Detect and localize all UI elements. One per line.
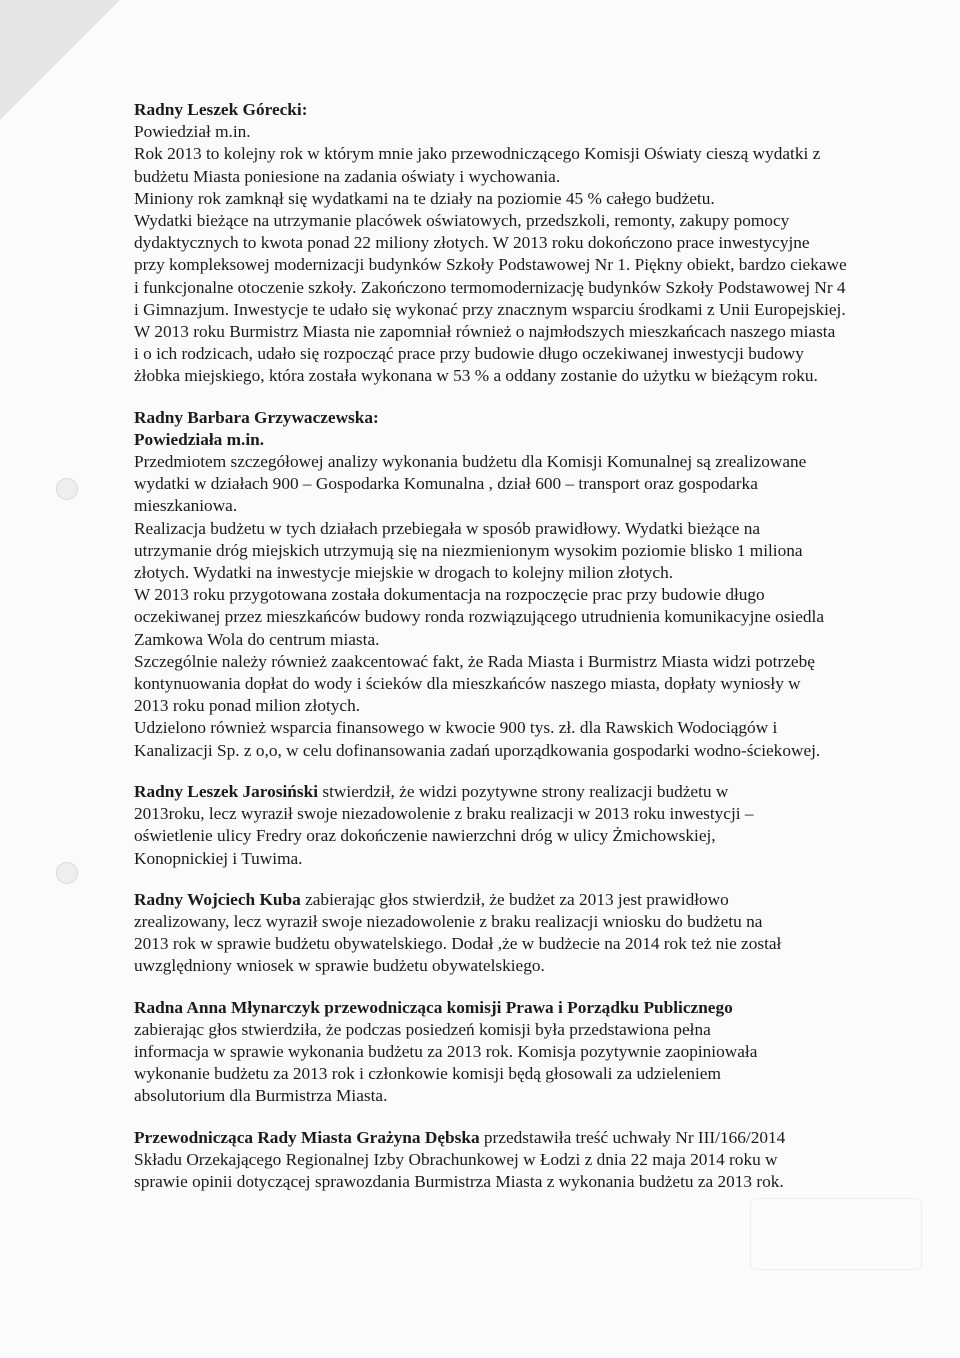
text-line: W 2013 roku Burmistrz Miasta nie zapomniał również o najmłodszych mieszkańcach naszego miasta	[134, 322, 836, 342]
folded-corner	[0, 0, 120, 120]
statement-jarosinski	[134, 803, 934, 870]
text-line: i funkcjonalne otoczenie szkoły. Zakończono termomodernizację budynków Szkoły Podstawowej Nr 4	[134, 277, 846, 297]
text-line: Udzielono również wsparcia finansowego w kwocie 900 tys. zł. dla Rawskich Wodociągów i	[134, 718, 778, 738]
speaker-heading: Radny Barbara Grzywaczewska:	[134, 407, 379, 427]
faint-stamp	[750, 1198, 922, 1270]
statement-kuba	[134, 911, 934, 978]
text-line: 2013 roku ponad milion złotych.	[134, 696, 361, 716]
text-line: Wydatki bieżące na utrzymanie placówek oświatowych, przedszkoli, remonty, zakupy pomocy	[134, 211, 790, 231]
text-line: absolutorium dla Burmistrza Miasta.	[134, 1086, 388, 1106]
text-line: Rok 2013 to kolejny rok w którym mnie jako przewodniczącego Komisji Oświaty cieszą wydatki z	[134, 144, 821, 164]
text-line: Zamkowa Wola do centrum miasta.	[134, 629, 380, 649]
text-line: oczekiwanej przez mieszkańców budowy ronda rozwiązującego utrudnienia komunikacyjne osiedla	[134, 607, 825, 627]
speaker-heading: Radna Anna Młynarczyk przewodnicząca komisji Prawa i Porządku Publicznego	[134, 997, 733, 1017]
punch-hole	[56, 862, 78, 884]
text-line: mieszkaniowa.	[134, 496, 238, 516]
text-line: i o ich rodzicach, udało się rozpocząć prace przy budowie długo oczekiwanej inwestycji budowy	[134, 344, 804, 364]
text-line: zabierając głos stwierdziła, że podczas posiedzeń komisji była przedstawiona pełna	[134, 1019, 711, 1039]
statement-debska-first-line: Przewodnicząca Rady Miasta Grażyna Dębska przedstawiła treść uchwały Nr III/166/2014	[134, 1127, 786, 1147]
statement-jarosinski-first-line: Radny Leszek Jarosiński stwierdził, że widzi pozytywne strony realizacji budżetu w	[134, 781, 729, 801]
text-line: Kanalizacji Sp. z o,o, w celu dofinansowania zadań uporządkowania gospodarki wodno-ściekowej.	[134, 740, 821, 760]
text-line: wykonanie budżetu za 2013 rok i członkowie komisji będą głosowali za udzieleniem	[134, 1064, 721, 1084]
text-line: kontynuowania dopłat do wody i ścieków dla mieszkańców naszego miasta, dopłaty wyniosły w	[134, 674, 801, 694]
text-line: wydatki w działach 900 – Gospodarka Komunalna , dział 600 – transport oraz gospodarka	[134, 474, 758, 494]
text-line: Przedmiotem szczegółowej analizy wykonania budżetu dla Komisji Komunalnej są zrealizowane	[134, 452, 807, 472]
text-line: utrzymanie dróg miejskich utrzymują się na niezmienionym wysokim poziomie blisko 1 miliona	[134, 540, 803, 560]
text-line: oświetlenie ulicy Fredry oraz dokończenie nawierzchni dróg w ulicy Żmichowskiej,	[134, 826, 716, 846]
text-line: Konopnickiej i Tuwima.	[134, 848, 303, 868]
text-line: Powiedział m.in.	[134, 122, 251, 142]
text-line: dydaktycznych to kwota ponad 22 miliony złotych. W 2013 roku dokończono prace inwestycyjne	[134, 233, 810, 253]
text-line: Miniony rok zamknął się wydatkami na te działy na poziomie 45 % całego budżetu.	[134, 188, 715, 208]
statement-grzywaczewska	[134, 451, 934, 762]
text-line: żłobka miejskiego, która została wykonana w 53 % a oddany zostanie do użytku w bieżącym roku.	[134, 366, 818, 386]
statement-gorecki	[134, 121, 934, 387]
text-line: Składu Orzekającego Regionalnej Izby Obrachunkowej w Łodzi z dnia 22 maja 2014 roku w	[134, 1149, 778, 1169]
text-line: Realizacja budżetu w tych działach przebiegała w sposób prawidłowy. Wydatki bieżące na	[134, 518, 761, 538]
text-line: budżetu Miasta poniesione na zadania oświaty i wychowania.	[134, 166, 561, 186]
statement-debska	[134, 1149, 934, 1193]
text-line: sprawie opinii dotyczącej sprawozdania Burmistrza Miasta z wykonania budżetu za 2013 rok.	[134, 1171, 784, 1191]
text-line: W 2013 roku przygotowana została dokumentacja na rozpoczęcie prac przy budowie długo	[134, 585, 765, 605]
text-line: i Gimnazjum. Inwestycje te udało się wykonać przy znacznym wsparciu środkami z Unii Europejskiej.	[134, 299, 846, 319]
text-line: uwzględniony wniosek w sprawie budżetu obywatelskiego.	[134, 956, 545, 976]
speaker-heading: Radny Leszek Górecki:	[134, 100, 308, 119]
text-line: 2013 rok w sprawie budżetu obywatelskiego. Dodał ,że w budżecie na 2014 rok też nie został	[134, 934, 782, 954]
punch-hole	[56, 478, 78, 500]
text-line: złotych. Wydatki na inwestycje miejskie w drogach to kolejny milion złotych.	[134, 563, 674, 583]
text-line: Szczególnie należy również zaakcentować fakt, że Rada Miasta i Burmistrz Miasta widzi potrzebę	[134, 651, 815, 671]
text-line: przy kompleksowej modernizacji budynków Szkoły Podstawowej Nr 1. Piękny obiekt, bardzo ciekawe	[134, 255, 847, 275]
document-body	[134, 99, 934, 1193]
statement-mlynarczyk	[134, 1019, 934, 1108]
text-line: zrealizowany, lecz wyraził swoje niezadowolenie z braku realizacji wniosku do budżetu na	[134, 911, 763, 931]
text-line: 2013roku, lecz wyraził swoje niezadowolenie z braku realizacji w 2013 roku inwestycji –	[134, 804, 754, 824]
text-line: informacja w sprawie wykonania budżetu za 2013 rok. Komisja pozytywnie zaopiniowała	[134, 1041, 758, 1061]
speaker-subheading: Powiedziała m.in.	[134, 429, 265, 449]
statement-kuba-first-line: Radny Wojciech Kuba zabierając głos stwierdził, że budżet za 2013 jest prawidłowo	[134, 889, 729, 909]
